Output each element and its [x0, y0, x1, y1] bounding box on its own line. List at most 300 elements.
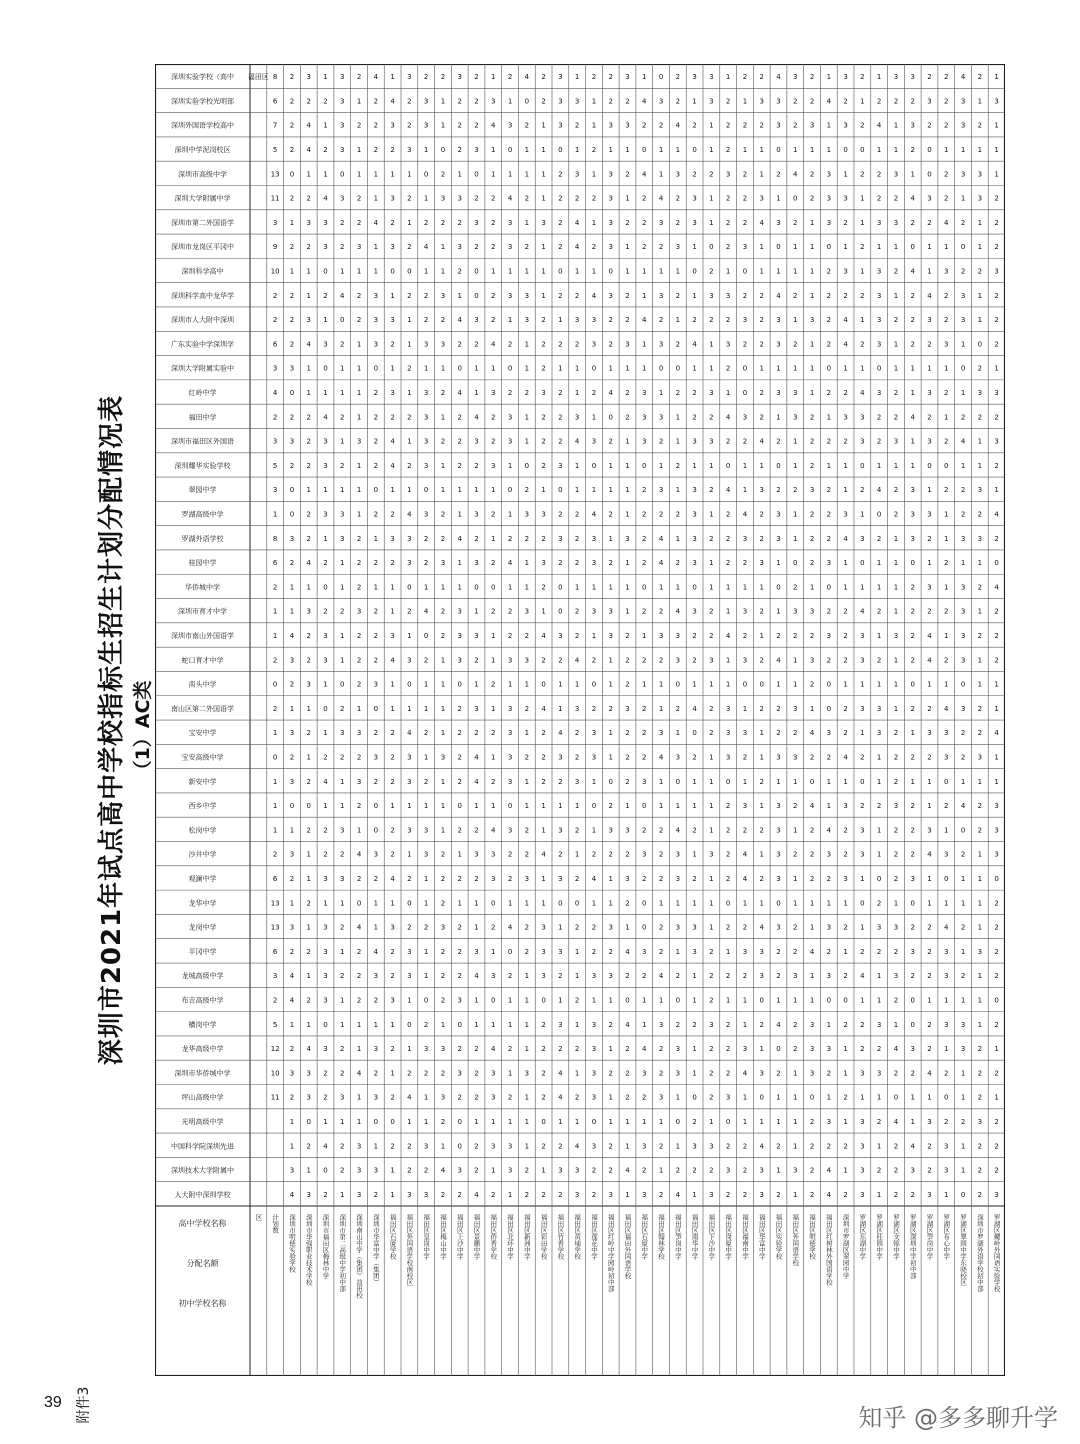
table-cell: 2 [927, 121, 932, 130]
table-cell: 2 [742, 291, 748, 300]
junior-school-label: 福田区莲花中学 [589, 1214, 598, 1260]
table-cell: 4 [642, 316, 647, 325]
table-cell: 2 [524, 534, 530, 543]
table-cell: 2 [541, 1020, 546, 1029]
table-cell: 2 [826, 656, 832, 665]
table-cell: 0 [642, 146, 647, 155]
table-cell: 1 [994, 704, 999, 713]
table-cell: 1 [591, 583, 597, 592]
table-cell: 1 [876, 1142, 882, 1151]
table-cell: 2 [809, 1142, 815, 1151]
table-cell: 2 [977, 704, 983, 713]
table-cell: 2 [574, 194, 580, 203]
table-cell: 3 [440, 559, 446, 568]
table-cell: 4 [826, 1190, 832, 1199]
table-cell: 2 [893, 267, 899, 276]
table-cell: 2 [927, 1045, 932, 1054]
table-cell: 2 [742, 340, 748, 349]
table-cell: 4 [289, 972, 295, 981]
table-cell: 1 [524, 583, 530, 592]
table-cell: 1 [541, 291, 546, 300]
table-cell: 1 [692, 802, 697, 811]
total-cell: 5 [272, 1020, 278, 1029]
table-cell: 3 [507, 704, 513, 713]
table-cell: 4 [407, 1093, 412, 1102]
table-cell: 1 [524, 364, 530, 373]
table-cell: 3 [541, 559, 546, 568]
table-cell: 2 [390, 777, 395, 786]
table-cell: 4 [826, 97, 832, 106]
table-cell: 1 [994, 486, 999, 495]
table-cell: 1 [759, 267, 764, 276]
table-cell: 3 [491, 1069, 496, 1078]
table-cell: 2 [675, 1020, 681, 1029]
table-cell: 2 [440, 874, 446, 883]
annex-label: 附件3 [76, 1386, 92, 1424]
table-cell: 2 [944, 291, 949, 300]
total-cell: 10 [270, 1069, 280, 1078]
table-cell: 2 [893, 850, 899, 859]
table-cell: 1 [524, 170, 530, 179]
table-cell: 0 [977, 340, 983, 349]
table-cell: 2 [876, 1166, 882, 1175]
table-cell: 2 [491, 437, 496, 446]
table-cell: 1 [423, 146, 429, 155]
table-cell: 2 [474, 729, 479, 738]
table-cell: 3 [860, 826, 865, 835]
table-cell: 1 [927, 874, 932, 883]
table-cell: 1 [457, 850, 462, 859]
table-cell: 2 [474, 874, 479, 883]
table-cell: 2 [944, 389, 949, 398]
table-cell: 1 [809, 389, 815, 398]
junior-school-label: 福田区明德学校 [808, 1214, 817, 1260]
table-cell: 1 [994, 73, 999, 82]
table-cell: 3 [574, 704, 580, 713]
table-cell: 0 [776, 243, 781, 252]
table-cell: 3 [876, 704, 882, 713]
table-cell: 1 [625, 583, 630, 592]
table-cell: 2 [423, 1069, 429, 1078]
table-cell: 2 [742, 1190, 748, 1199]
table-cell: 1 [876, 850, 882, 859]
table-cell: 2 [356, 947, 362, 956]
table-cell: 1 [642, 1020, 647, 1029]
table-cell: 1 [491, 947, 496, 956]
table-cell: 2 [608, 510, 613, 519]
table-cell: 4 [591, 291, 597, 300]
table-cell: 2 [642, 121, 647, 130]
table-cell: 4 [893, 1045, 899, 1054]
table-cell: 2 [340, 972, 345, 981]
high-school-label: 深圳耀华实验学校 [174, 461, 231, 470]
table-cell: 2 [675, 704, 681, 713]
table-cell: 1 [742, 704, 748, 713]
table-cell: 2 [306, 826, 311, 835]
table-cell: 1 [776, 680, 781, 689]
high-school-label: 深圳市人大附中深圳 [171, 316, 234, 325]
table-cell: 4 [457, 316, 462, 325]
table-cell: 2 [709, 704, 714, 713]
table-cell: 1 [776, 559, 781, 568]
total-cell: 1 [272, 510, 278, 519]
table-cell: 2 [725, 1020, 731, 1029]
table-cell: 1 [977, 1020, 983, 1029]
table-cell: 2 [390, 1093, 395, 1102]
table-cell: 2 [826, 1142, 832, 1151]
table-cell: 1 [709, 194, 714, 203]
table-cell: 2 [793, 121, 798, 130]
table-cell: 3 [491, 1093, 496, 1102]
table-cell: 3 [524, 874, 530, 883]
table-cell: 4 [323, 777, 328, 786]
table-cell: 3 [860, 850, 865, 859]
junior-school-label: 深圳市罗湖区翠园中学 [841, 1214, 850, 1279]
table-cell: 1 [725, 73, 731, 82]
high-school-label: 光明高级中学 [181, 1117, 224, 1126]
table-cell: 2 [323, 1069, 328, 1078]
total-cell: 6 [272, 340, 278, 349]
table-cell: 4 [809, 729, 815, 738]
table-cell: 1 [843, 1069, 848, 1078]
table-cell: 3 [474, 510, 479, 519]
table-cell: 3 [692, 486, 697, 495]
table-cell: 2 [692, 413, 697, 422]
table-cell: 2 [474, 1093, 479, 1102]
table-cell: 4 [642, 170, 647, 179]
table-cell: 0 [927, 461, 932, 470]
table-cell: 1 [507, 1020, 513, 1029]
table-cell: 0 [642, 461, 647, 470]
table-cell: 1 [927, 243, 932, 252]
table-cell: 3 [591, 340, 597, 349]
table-cell: 0 [457, 364, 462, 373]
table-cell: 1 [977, 97, 983, 106]
table-cell: 0 [675, 364, 681, 373]
table-cell: 3 [793, 73, 798, 82]
table-cell: 0 [323, 583, 328, 592]
table-cell: 2 [759, 607, 764, 616]
table-cell: 1 [423, 1117, 429, 1126]
table-cell: 1 [793, 1093, 798, 1102]
table-cell: 1 [675, 534, 681, 543]
high-school-label: 深圳市高级中学 [178, 170, 227, 179]
table-cell: 1 [860, 364, 865, 373]
table-cell: 2 [658, 874, 664, 883]
table-cell: 4 [558, 1069, 563, 1078]
junior-school-label: 罗湖区笋岗中学 [925, 1214, 934, 1260]
table-cell: 1 [977, 461, 983, 470]
table-cell: 1 [960, 340, 966, 349]
table-cell: 3 [642, 850, 647, 859]
table-cell: 2 [658, 1142, 664, 1151]
table-cell: 3 [709, 656, 714, 665]
table-cell: 2 [910, 340, 915, 349]
table-cell: 0 [507, 802, 513, 811]
table-cell: 3 [457, 1069, 462, 1078]
high-school-label: 华侨城中学 [185, 583, 220, 592]
table-cell: 1 [776, 607, 781, 616]
table-cell: 2 [944, 97, 949, 106]
table-cell: 1 [608, 874, 613, 883]
table-cell: 1 [944, 899, 949, 908]
table-cell: 2 [893, 194, 899, 203]
table-cell: 3 [826, 194, 832, 203]
table-cell: 2 [910, 656, 915, 665]
total-cell: 13 [270, 923, 280, 932]
table-cell: 1 [423, 899, 429, 908]
table-cell: 0 [658, 364, 664, 373]
table-cell: 1 [809, 899, 815, 908]
table-cell: 1 [457, 291, 462, 300]
table-cell: 2 [323, 826, 328, 835]
high-school-label: 龙华高级中学 [181, 1045, 224, 1054]
table-cell: 1 [927, 364, 932, 373]
table-cell: 3 [440, 923, 446, 932]
junior-school-label: 罗湖区翠园中学东晓校区 [959, 1214, 968, 1286]
table-cell: 1 [944, 632, 949, 640]
table-cell: 1 [306, 364, 311, 373]
total-cell: 6 [272, 874, 278, 883]
table-cell: 2 [625, 777, 630, 786]
table-cell: 0 [507, 146, 513, 155]
table-cell: 1 [910, 1117, 915, 1126]
table-cell: 3 [574, 1190, 580, 1199]
table-cell: 3 [725, 753, 731, 762]
table-cell: 2 [742, 1142, 748, 1151]
table-cell: 2 [876, 1117, 882, 1126]
table-cell: 3 [927, 437, 932, 446]
table-cell: 1 [591, 267, 597, 276]
table-cell: 1 [944, 826, 949, 835]
table-cell: 2 [373, 1069, 379, 1078]
table-cell: 2 [960, 753, 966, 762]
table-cell: 1 [977, 291, 983, 300]
table-cell: 1 [860, 316, 865, 325]
table-cell: 2 [994, 1020, 999, 1029]
table-cell: 3 [860, 704, 865, 713]
table-cell: 2 [742, 923, 748, 932]
table-cell: 1 [876, 632, 882, 640]
table-cell: 2 [574, 632, 580, 640]
total-cell: 3 [272, 364, 278, 373]
table-cell: 2 [658, 1069, 664, 1078]
table-cell: 0 [759, 680, 764, 689]
table-cell: 1 [507, 510, 513, 519]
table-cell: 1 [725, 947, 731, 956]
table-cell: 2 [524, 121, 530, 130]
table-cell: 1 [860, 1093, 865, 1102]
table-cell: 1 [759, 1045, 764, 1054]
table-cell: 0 [507, 947, 513, 956]
table-cell: 2 [625, 729, 630, 738]
table-cell: 2 [910, 218, 915, 227]
table-cell: 1 [860, 267, 865, 276]
table-cell: 2 [558, 1045, 563, 1054]
table-cell: 3 [390, 923, 395, 932]
table-cell: 2 [876, 656, 882, 665]
table-cell: 2 [558, 656, 563, 665]
table-cell: 1 [474, 364, 479, 373]
table-cell: 3 [860, 632, 865, 640]
table-cell: 2 [440, 632, 446, 640]
table-cell: 4 [759, 1142, 764, 1151]
table-cell: 2 [289, 291, 295, 300]
table-cell: 1 [340, 389, 345, 398]
table-cell: 2 [642, 510, 647, 519]
table-cell: 3 [591, 1142, 597, 1151]
table-cell: 2 [356, 874, 362, 883]
table-cell: 2 [558, 218, 563, 227]
table-cell: 2 [457, 97, 462, 106]
table-cell: 3 [927, 510, 932, 519]
table-cell: 2 [709, 632, 714, 640]
table-cell: 3 [977, 194, 983, 203]
table-cell: 2 [558, 413, 563, 422]
table-cell: 4 [725, 413, 731, 422]
table-cell: 2 [558, 850, 563, 859]
table-cell: 1 [507, 461, 513, 470]
table-cell: 2 [709, 316, 714, 325]
table-cell: 2 [306, 947, 311, 956]
table-cell: 1 [675, 802, 681, 811]
table-cell: 3 [373, 316, 379, 325]
table-cell: 1 [910, 364, 915, 373]
table-cell: 2 [843, 923, 848, 932]
table-cell: 0 [944, 874, 949, 883]
table-cell: 2 [373, 389, 379, 398]
table-cell: 0 [373, 364, 379, 373]
table-cell: 1 [474, 1020, 479, 1029]
table-cell: 2 [893, 729, 899, 738]
table-cell: 2 [658, 850, 664, 859]
table-cell: 3 [893, 972, 899, 981]
table-cell: 3 [759, 97, 764, 106]
table-cell: 1 [843, 583, 848, 592]
table-cell: 0 [340, 170, 345, 179]
table-cell: 2 [809, 170, 815, 179]
table-cell: 3 [793, 753, 798, 762]
table-cell: 2 [524, 826, 530, 835]
table-cell: 1 [960, 1069, 966, 1078]
junior-school-label: 罗湖区螺岭外国语实验学校 [992, 1214, 1001, 1292]
table-cell: 1 [340, 899, 345, 908]
table-cell: 4 [658, 534, 664, 543]
table-cell: 3 [675, 923, 681, 932]
table-cell: 3 [960, 316, 966, 325]
table-cell: 1 [725, 389, 731, 398]
table-cell: 4 [776, 1020, 781, 1029]
table-cell: 1 [524, 777, 530, 786]
table-cell: 3 [608, 218, 613, 227]
table-cell: 0 [524, 461, 530, 470]
table-cell: 1 [491, 364, 496, 373]
table-cell: 2 [776, 947, 781, 956]
table-cell: 3 [524, 510, 530, 519]
table-cell: 2 [507, 850, 513, 859]
table-cell: 3 [440, 753, 446, 762]
table-cell: 1 [910, 729, 915, 738]
table-cell: 2 [759, 316, 764, 325]
table-cell: 1 [608, 1117, 613, 1126]
table-cell: 3 [541, 510, 546, 519]
table-cell: 2 [608, 1142, 613, 1151]
table-cell: 2 [742, 437, 748, 446]
table-cell: 1 [910, 777, 915, 786]
table-cell: 0 [390, 1117, 395, 1126]
table-cell: 4 [843, 340, 848, 349]
table-cell: 3 [323, 437, 328, 446]
table-cell: 3 [574, 777, 580, 786]
table-cell: 2 [474, 194, 479, 203]
table-cell: 3 [977, 389, 983, 398]
table-cell: 1 [793, 680, 798, 689]
table-cell: 4 [574, 1142, 580, 1151]
table-cell: 4 [289, 1190, 295, 1199]
table-cell: 0 [893, 1093, 899, 1102]
table-cell: 1 [960, 996, 966, 1005]
table-cell: 1 [977, 777, 983, 786]
table-cell: 2 [658, 121, 664, 130]
table-cell: 1 [356, 1093, 362, 1102]
table-cell: 1 [692, 243, 697, 252]
table-cell: 3 [709, 437, 714, 446]
table-cell: 1 [491, 170, 496, 179]
table-cell: 2 [927, 534, 932, 543]
table-cell: 0 [373, 1117, 379, 1126]
table-cell: 4 [944, 704, 949, 713]
table-cell: 1 [876, 753, 882, 762]
table-cell: 3 [692, 559, 697, 568]
table-cell: 2 [524, 632, 530, 640]
table-cell: 1 [994, 1045, 999, 1054]
table-cell: 0 [960, 826, 966, 835]
table-cell: 2 [356, 972, 362, 981]
table-cell: 3 [759, 194, 764, 203]
table-cell: 4 [826, 1166, 832, 1175]
table-cell: 2 [658, 1190, 664, 1199]
table-cell: 1 [323, 680, 328, 689]
table-cell: 1 [356, 364, 362, 373]
table-cell: 1 [491, 656, 496, 665]
table-cell: 1 [692, 777, 697, 786]
junior-school-label: 计划数 [271, 1214, 280, 1234]
table-cell: 1 [340, 1190, 345, 1199]
table-cell: 3 [423, 121, 429, 130]
table-cell: 3 [776, 874, 781, 883]
table-cell: 0 [558, 607, 563, 616]
high-school-label: 深圳市龙岗区平冈中 [171, 243, 234, 252]
table-cell: 1 [809, 996, 815, 1005]
district-cell: 福田区 [247, 73, 269, 82]
table-cell: 1 [893, 243, 899, 252]
allocation-table [155, 64, 1005, 1376]
table-cell: 1 [306, 583, 311, 592]
table-cell: 0 [826, 243, 832, 252]
table-cell: 1 [642, 291, 647, 300]
table-cell: 4 [658, 194, 664, 203]
table-cell: 2 [994, 923, 999, 932]
table-cell: 1 [558, 1117, 563, 1126]
table-cell: 0 [558, 899, 563, 908]
table-cell: 2 [491, 243, 496, 252]
table-cell: 3 [793, 389, 798, 398]
table-cell: 0 [423, 996, 429, 1005]
total-cell: 13 [270, 170, 280, 179]
table-cell: 1 [474, 923, 479, 932]
table-cell: 3 [423, 413, 429, 422]
table-cell: 3 [591, 559, 597, 568]
